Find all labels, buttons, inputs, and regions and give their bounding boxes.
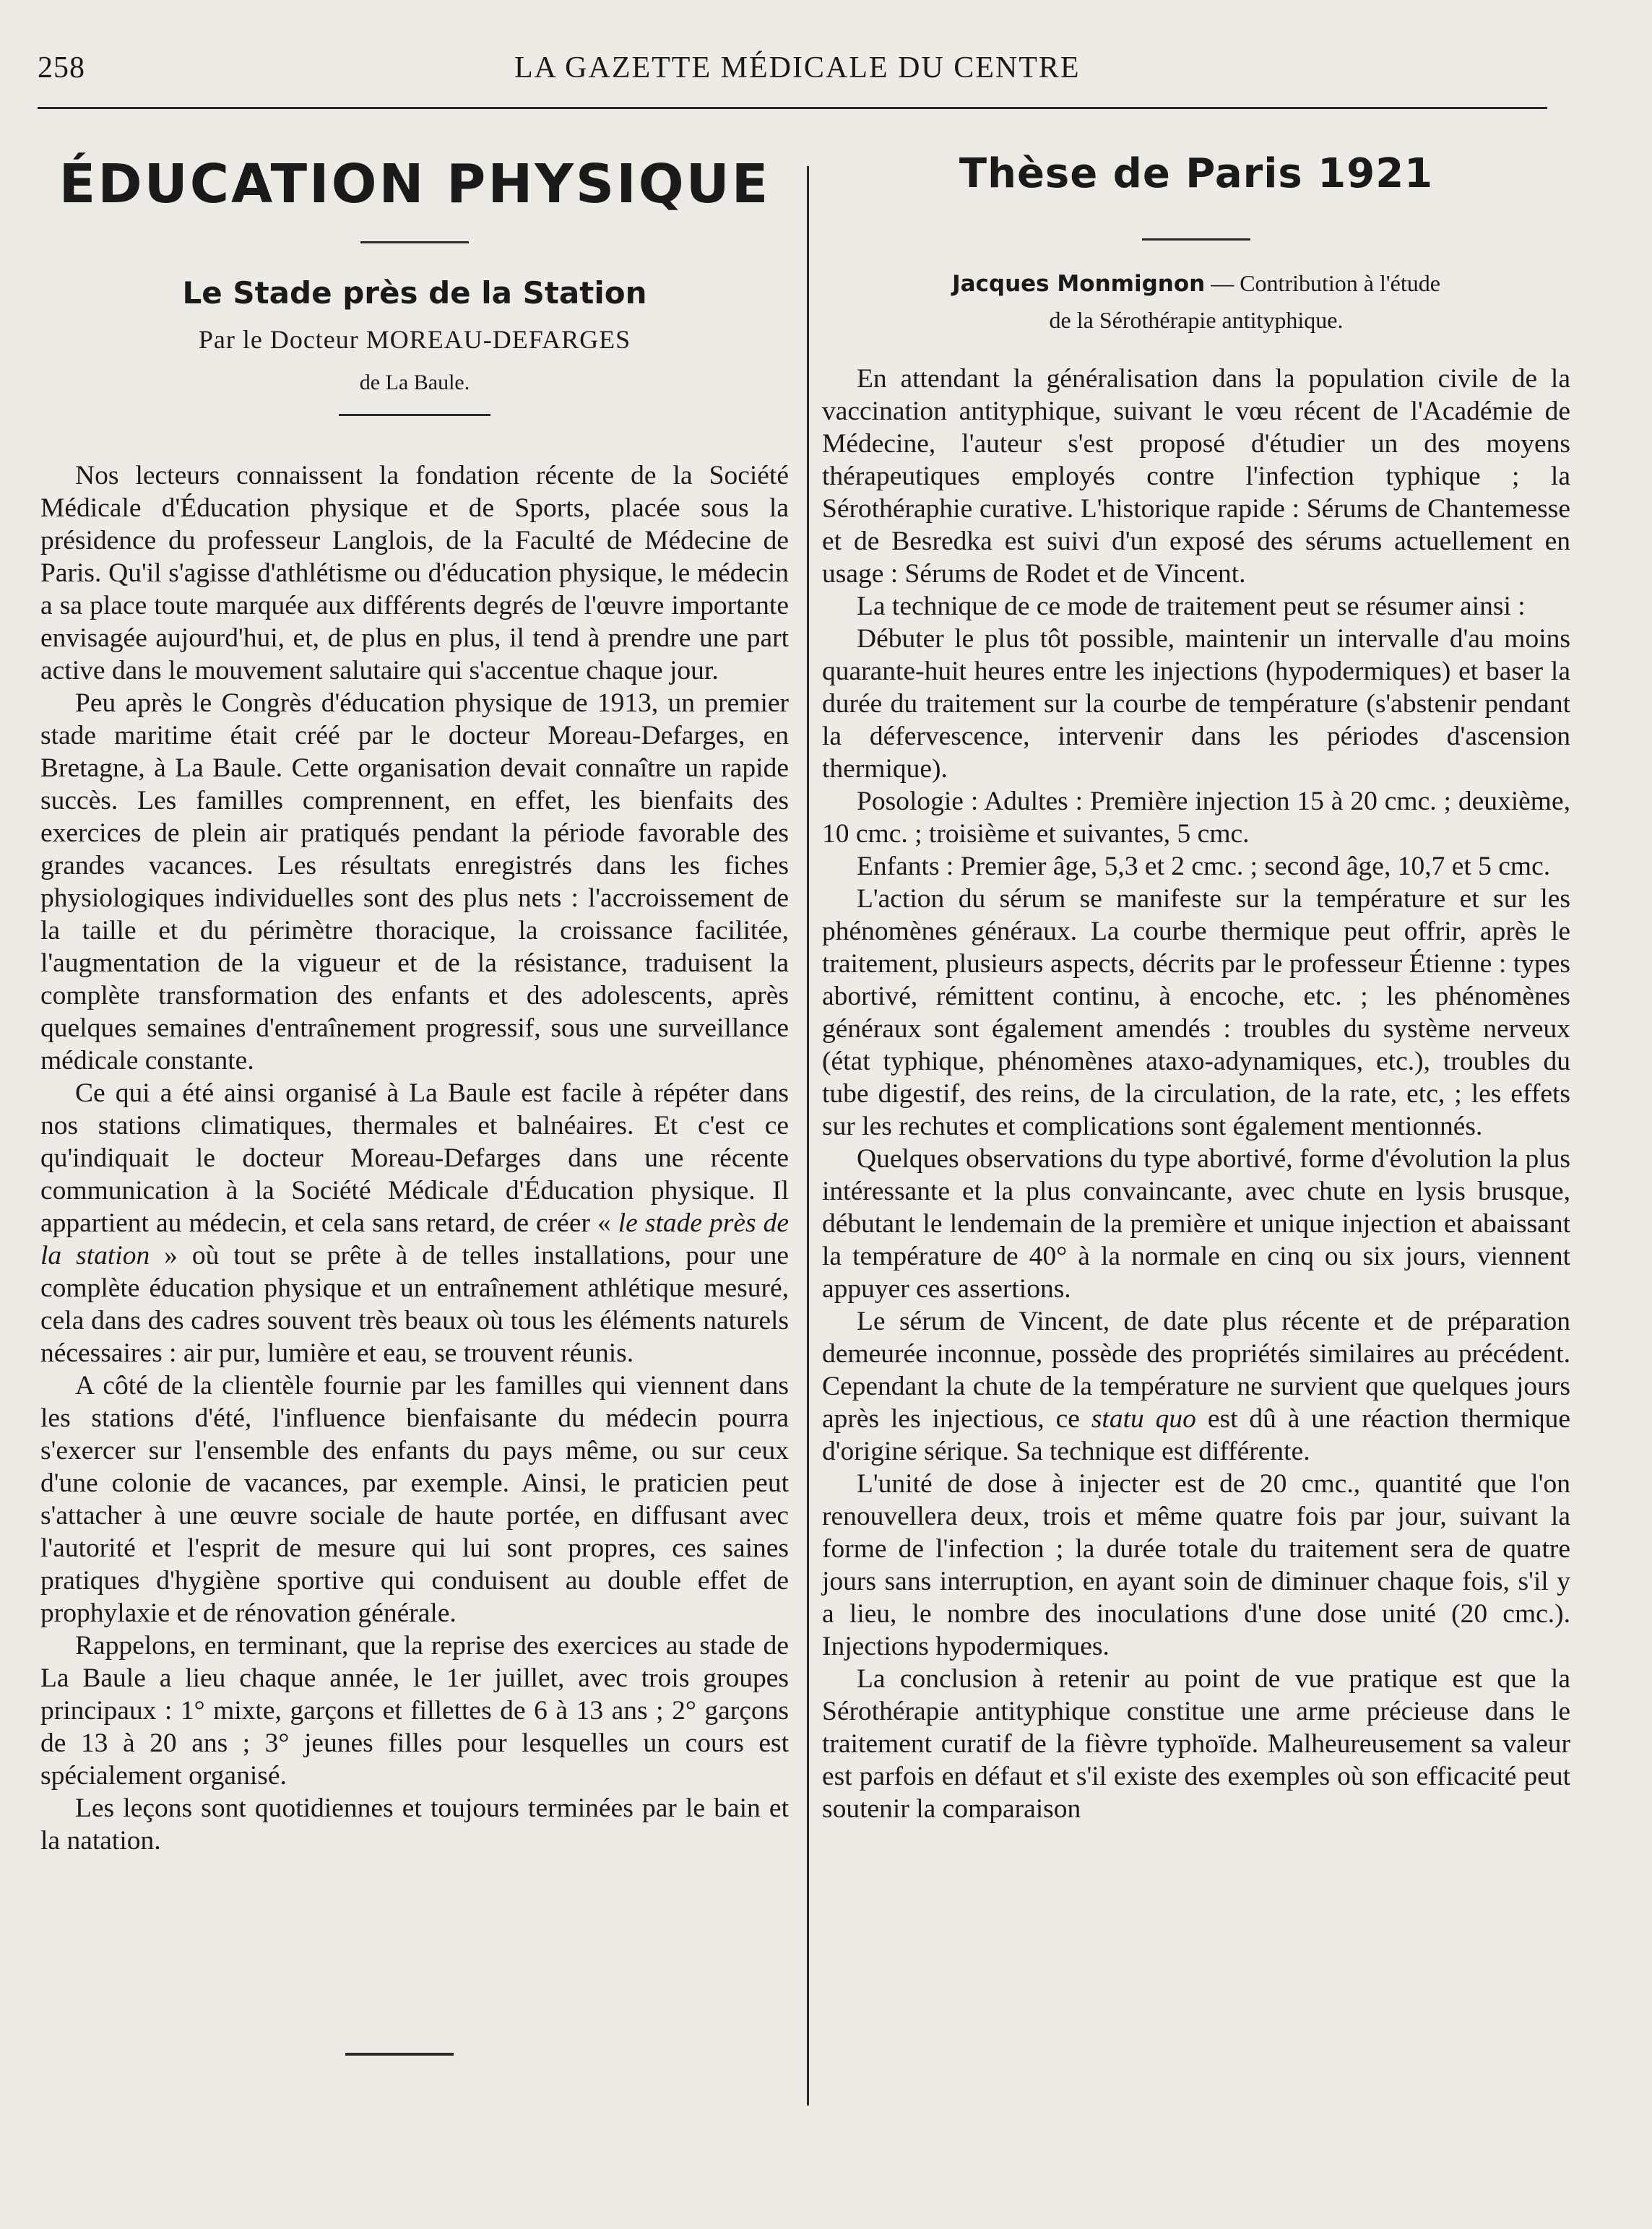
paragraph: Posologie : Adultes : Première injection 15 à 20 cmc. ; deuxième, 10 cmc. ; troisième et suivantes, 5 cmc.: [822, 787, 1570, 849]
article-title: Le Stade près de la Station: [182, 275, 647, 311]
article-byline: Par le Docteur MOREAU-DEFARGES: [198, 325, 631, 354]
article-place: de La Baule.: [359, 371, 470, 394]
column-divider: [807, 166, 809, 2105]
thesis-author: Jacques Monmignon: [952, 271, 1206, 297]
italic-phrase: statu quo: [1091, 1404, 1196, 1434]
right-column: [822, 144, 1570, 1825]
paragraph: Débuter le plus tôt possible, maintenir un intervalle d'au moins quarante-huit heures entre les injections (hypodermiques) et baser la durée du traitement sur la courbe de température (s'abstenir pendant la défervescence, intervenir dans les périodes d'ascension thermique).: [822, 624, 1570, 784]
header-divider: [38, 107, 1547, 109]
paragraph: L'action du sérum se manifeste sur la température et sur les phénomènes généraux. La courbe thermique peut offrir, après le traitement, plusieurs aspects, décrits par le professeur Étienne : types abortivé, rémittent continu, à encoche, etc. ; les phénomènes généraux sont également amendés : troubles du système nerveux (état typhique, phénomènes ataxo-adynamiques, etc.), troubles du tube digestif, des reins, de la circulation, de la rate, etc, ; les effets sur les rechutes et complications sont également mentionnés.: [822, 884, 1570, 1141]
page-header: [38, 45, 1547, 88]
paragraph-text: » où tout se prête à de telles installations, pour une complète éducation physique et un entraînement athlétique mesuré, cela dans des cadres souvent très beaux où tous les éléments naturels nécessaires : air pur, lumière et eau, se trouvent réunis.: [40, 1241, 790, 1368]
paragraph-text: Le sérum de Vincent, de date plus récente et de préparation demeurée inconnue, possède des propriétés similaires au précédent. Cependant la chute de la température ne survient que quelques jours après les injectious, ce: [822, 1307, 1570, 1434]
page-number: 258: [38, 51, 85, 85]
thesis-title-line2: de la Sérothérapie antityphique.: [1049, 307, 1344, 333]
paragraph: Les leçons sont quotidiennes et toujours terminées par le bain et la natation.: [40, 1793, 789, 1856]
thesis-title-line1: — Contribution à l'étude: [1205, 270, 1440, 296]
paragraph: L'unité de dose à injecter est de 20 cmc., quantité que l'on renouvellera deux, trois et même quatre fois par jour, suivant la forme de l'infection ; la durée totale du traitement sera de quatre jours sans interruption, en ayant soin de diminuer chaque fois, s'il y a lieu, le nombre des inoculations d'une dose unité (20 cmc.). Injections hypodermiques.: [822, 1469, 1570, 1661]
paragraph: Quelques observations du type abortivé, forme d'évolution la plus intéressante et la plus convaincante, avec chute en lysis brusque, débutant le lendemain de la première et unique injection et abaissant la température de 40° à la normale en cinq ou six jours, viennent appuyer ces assertions.: [822, 1144, 1570, 1304]
paragraph: [40, 1077, 789, 1369]
paragraph: La conclusion à retenir au point de vue pratique est que la Sérothérapie antityphique constitue une arme précieuse dans le traitement curatif de la fièvre typhoïde. Malheureusement sa valeur est parfois en défaut et s'il existe des exemples où son efficacité peut soutenir la comparaison: [822, 1664, 1570, 1824]
article-body: [40, 459, 789, 1857]
journal-title: LA GAZETTE MÉDICALE DU CENTRE: [514, 51, 1081, 85]
paragraph: Rappelons, en terminant, que la reprise des exercices au stade de La Baule a lieu chaque année, le 1er juillet, avec trois groupes principaux : 1° mixte, garçons et fillettes de 6 à 13 ans ; 2° garçons de 13 à 20 ans ; 3° jeunes filles pour lesquelles un cours est spécialement organisé.: [40, 1631, 789, 1791]
article-body: [822, 363, 1570, 1825]
section-title-thesis: Thèse de Paris 1921: [959, 150, 1434, 197]
left-column: [40, 144, 789, 1857]
paragraph: En attendant la généralisation dans la population civile de la vaccination antityphique, suivant le vœu récent de l'Académie de Médecine, l'auteur s'est proposé d'étudier un des moyens thérapeutiques employés contre l'infection typhique ; la Sérothéraphie curative. L'historique rapide : Sérums de Chantemesse et de Besredka est suivi d'un exposé des sérums actuellement en usage : Sérums de Rodet et de Vincent.: [822, 364, 1570, 589]
title-divider: [360, 241, 469, 243]
article-end-divider: [345, 2053, 454, 2056]
paragraph-text: Ce qui a été ainsi organisé à La Baule est facile à répéter dans nos stations climatiques, thermales et balnéaires. Et c'est ce qu'indiquait le docteur Moreau-Defarges dans une récente communication à la Société Médicale d'Éducation physique. Il appartient au médecin, et cela sans retard, de créer «: [40, 1078, 789, 1238]
byline-divider: [339, 414, 490, 416]
paragraph: La technique de ce mode de traitement peut se résumer ainsi :: [857, 592, 1526, 621]
thesis-heading: [822, 265, 1570, 338]
paragraph: Enfants : Premier âge, 5,3 et 2 cmc. ; second âge, 10,7 et 5 cmc.: [857, 852, 1551, 881]
italic-phrase: le stade près de la station: [40, 1208, 790, 1271]
section-title-education: ÉDUCATION PHYSIQUE: [59, 153, 771, 215]
paragraph: A côté de la clientèle fournie par les familles qui viennent dans les stations d'été, l'influence bienfaisante du médecin pourra s'exercer sur l'ensemble des enfants du pays même, ou sur ceux d'une colonie de vacances, par exemple. Ainsi, le praticien peut s'attacher à une œuvre sociale de haute portée, en diffusant avec l'autorité et l'esprit de mesure qui lui sont propres, ces saines pratiques d'hygiène sportive qui conduisent au double effet de prophylaxie et de rénovation générale.: [40, 1371, 789, 1628]
title-divider: [1142, 238, 1250, 241]
paragraph: Nos lecteurs connaissent la fondation récente de la Société Médicale d'Éducation physique et de Sports, placée sous la présidence du professeur Langlois, de la Faculté de Médecine de Paris. Qu'il s'agisse d'athlétisme ou d'éducation physique, le médecin a sa place toute marquée aux différents degrés de l'œuvre importante envisagée aujourd'hui, et, de plus en plus, il tend à prendre une part active dans le mouvement salutaire qui s'accentue chaque jour.: [40, 461, 789, 685]
paragraph: [822, 1305, 1570, 1468]
paragraph-text: est dû à une réaction thermique d'origine sérique. Sa technique est différente.: [822, 1404, 1571, 1466]
paragraph: Peu après le Congrès d'éducation physique de 1913, un premier stade maritime était créé par le docteur Moreau-Defarges, en Bretagne, à La Baule. Cette organisation devait connaître un rapide succès. Les familles comprennent, en effet, les bienfaits des exercices de plein air pratiqués pendant la période favorable des grandes vacances. Les résultats enregistrés dans les fiches physiologiques individuelles sont des plus nets : l'accroissement de la taille et du périmètre thoracique, la croissance facilitée, l'augmentation de la vigueur et de la résistance, traduisent la complète transformation des enfants et des adolescents, après quelques semaines d'entraînement progressif, sous une surveillance médicale constante.: [40, 688, 789, 1075]
